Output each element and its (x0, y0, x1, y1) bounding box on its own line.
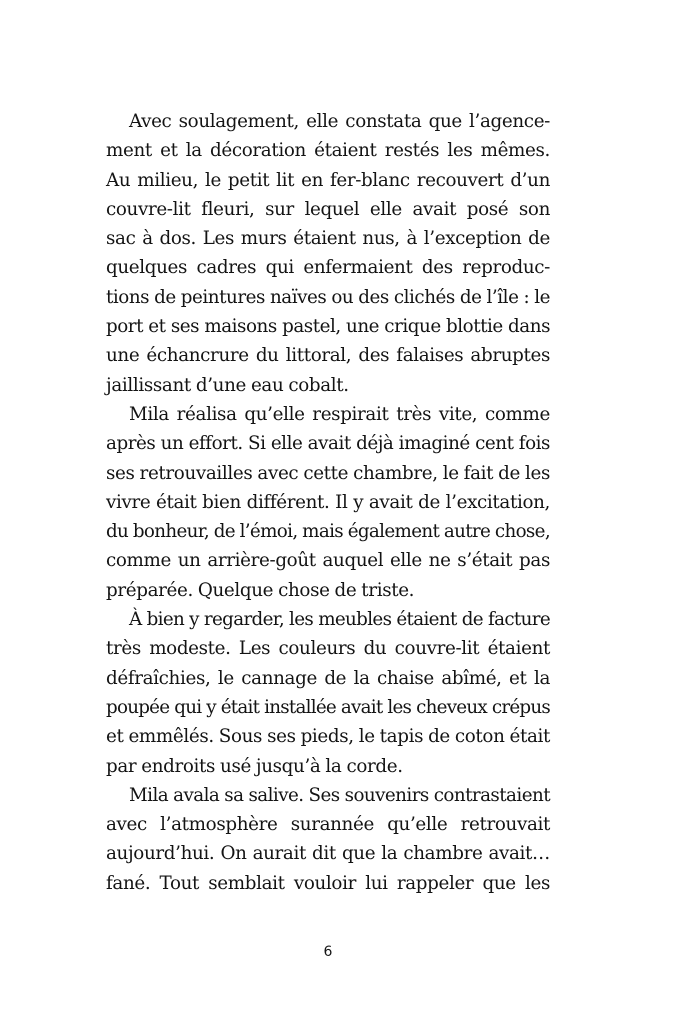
page-number: 6 (323, 944, 333, 960)
paragraph-2 (106, 400, 550, 605)
text-line: jaillissant d’une eau cobalt. (106, 374, 349, 396)
text-line: Mila avala sa salive. Ses souvenirs contrastaient (129, 784, 550, 806)
text-line: Au milieu, le petit lit en fer-blanc recouvert d’un (106, 169, 550, 191)
text-line: comme un arrière-goût auquel elle ne s’était pas (106, 550, 550, 572)
text-line: quelques cadres qui enfermaient des reproduc- (106, 257, 550, 279)
text-line: À bien y regarder, les meubles étaient de facture (129, 609, 550, 631)
text-line: couvre-lit fleuri, sur lequel elle avait posé son (106, 198, 550, 220)
text-line: Mila réalisa qu’elle respirait très vite, comme (129, 403, 550, 425)
text-line: et emmêlés. Sous ses pieds, le tapis de coton était (106, 726, 550, 748)
text-line: préparée. Quelque chose de triste. (106, 579, 415, 601)
text-line: après un effort. Si elle avait déjà imaginé cent fois (106, 433, 550, 455)
text-line: aujourd’hui. On aurait dit que la chambre avait… (106, 843, 550, 865)
text-line: tions de peintures naïves ou des clichés de l’île : le (106, 286, 550, 308)
paragraph-3 (106, 605, 550, 781)
book-page-text (106, 107, 550, 898)
text-line: vivre était bien différent. Il y avait de l’excitation, (106, 491, 550, 513)
text-line: une échancrure du littoral, des falaises abruptes (106, 345, 550, 367)
text-line: avec l’atmosphère surannée qu’elle retrouvait (106, 814, 550, 836)
text-line: très modeste. Les couleurs du couvre-lit étaient (106, 638, 550, 660)
text-line: du bonheur, de l’émoi, mais également autre chose, (106, 521, 550, 543)
text-line: défraîchies, le cannage de la chaise abîmé, et la (106, 667, 550, 689)
paragraph-1 (106, 107, 550, 400)
paragraph-4 (106, 781, 550, 898)
text-line: ment et la décoration étaient restés les mêmes. (106, 140, 550, 162)
text-line: par endroits usé jusqu’à la corde. (106, 755, 403, 777)
text-line: poupée qui y était installée avait les cheveux crépus (106, 696, 550, 718)
text-line: ses retrouvailles avec cette chambre, le fait de les (106, 462, 550, 484)
text-line: sac à dos. Les murs étaient nus, à l’exception de (106, 228, 550, 250)
text-line: fané. Tout semblait vouloir lui rappeler que les (106, 872, 550, 894)
text-line: port et ses maisons pastel, une crique blottie dans (106, 316, 550, 338)
text-line: Avec soulagement, elle constata que l’agence- (129, 111, 550, 132)
